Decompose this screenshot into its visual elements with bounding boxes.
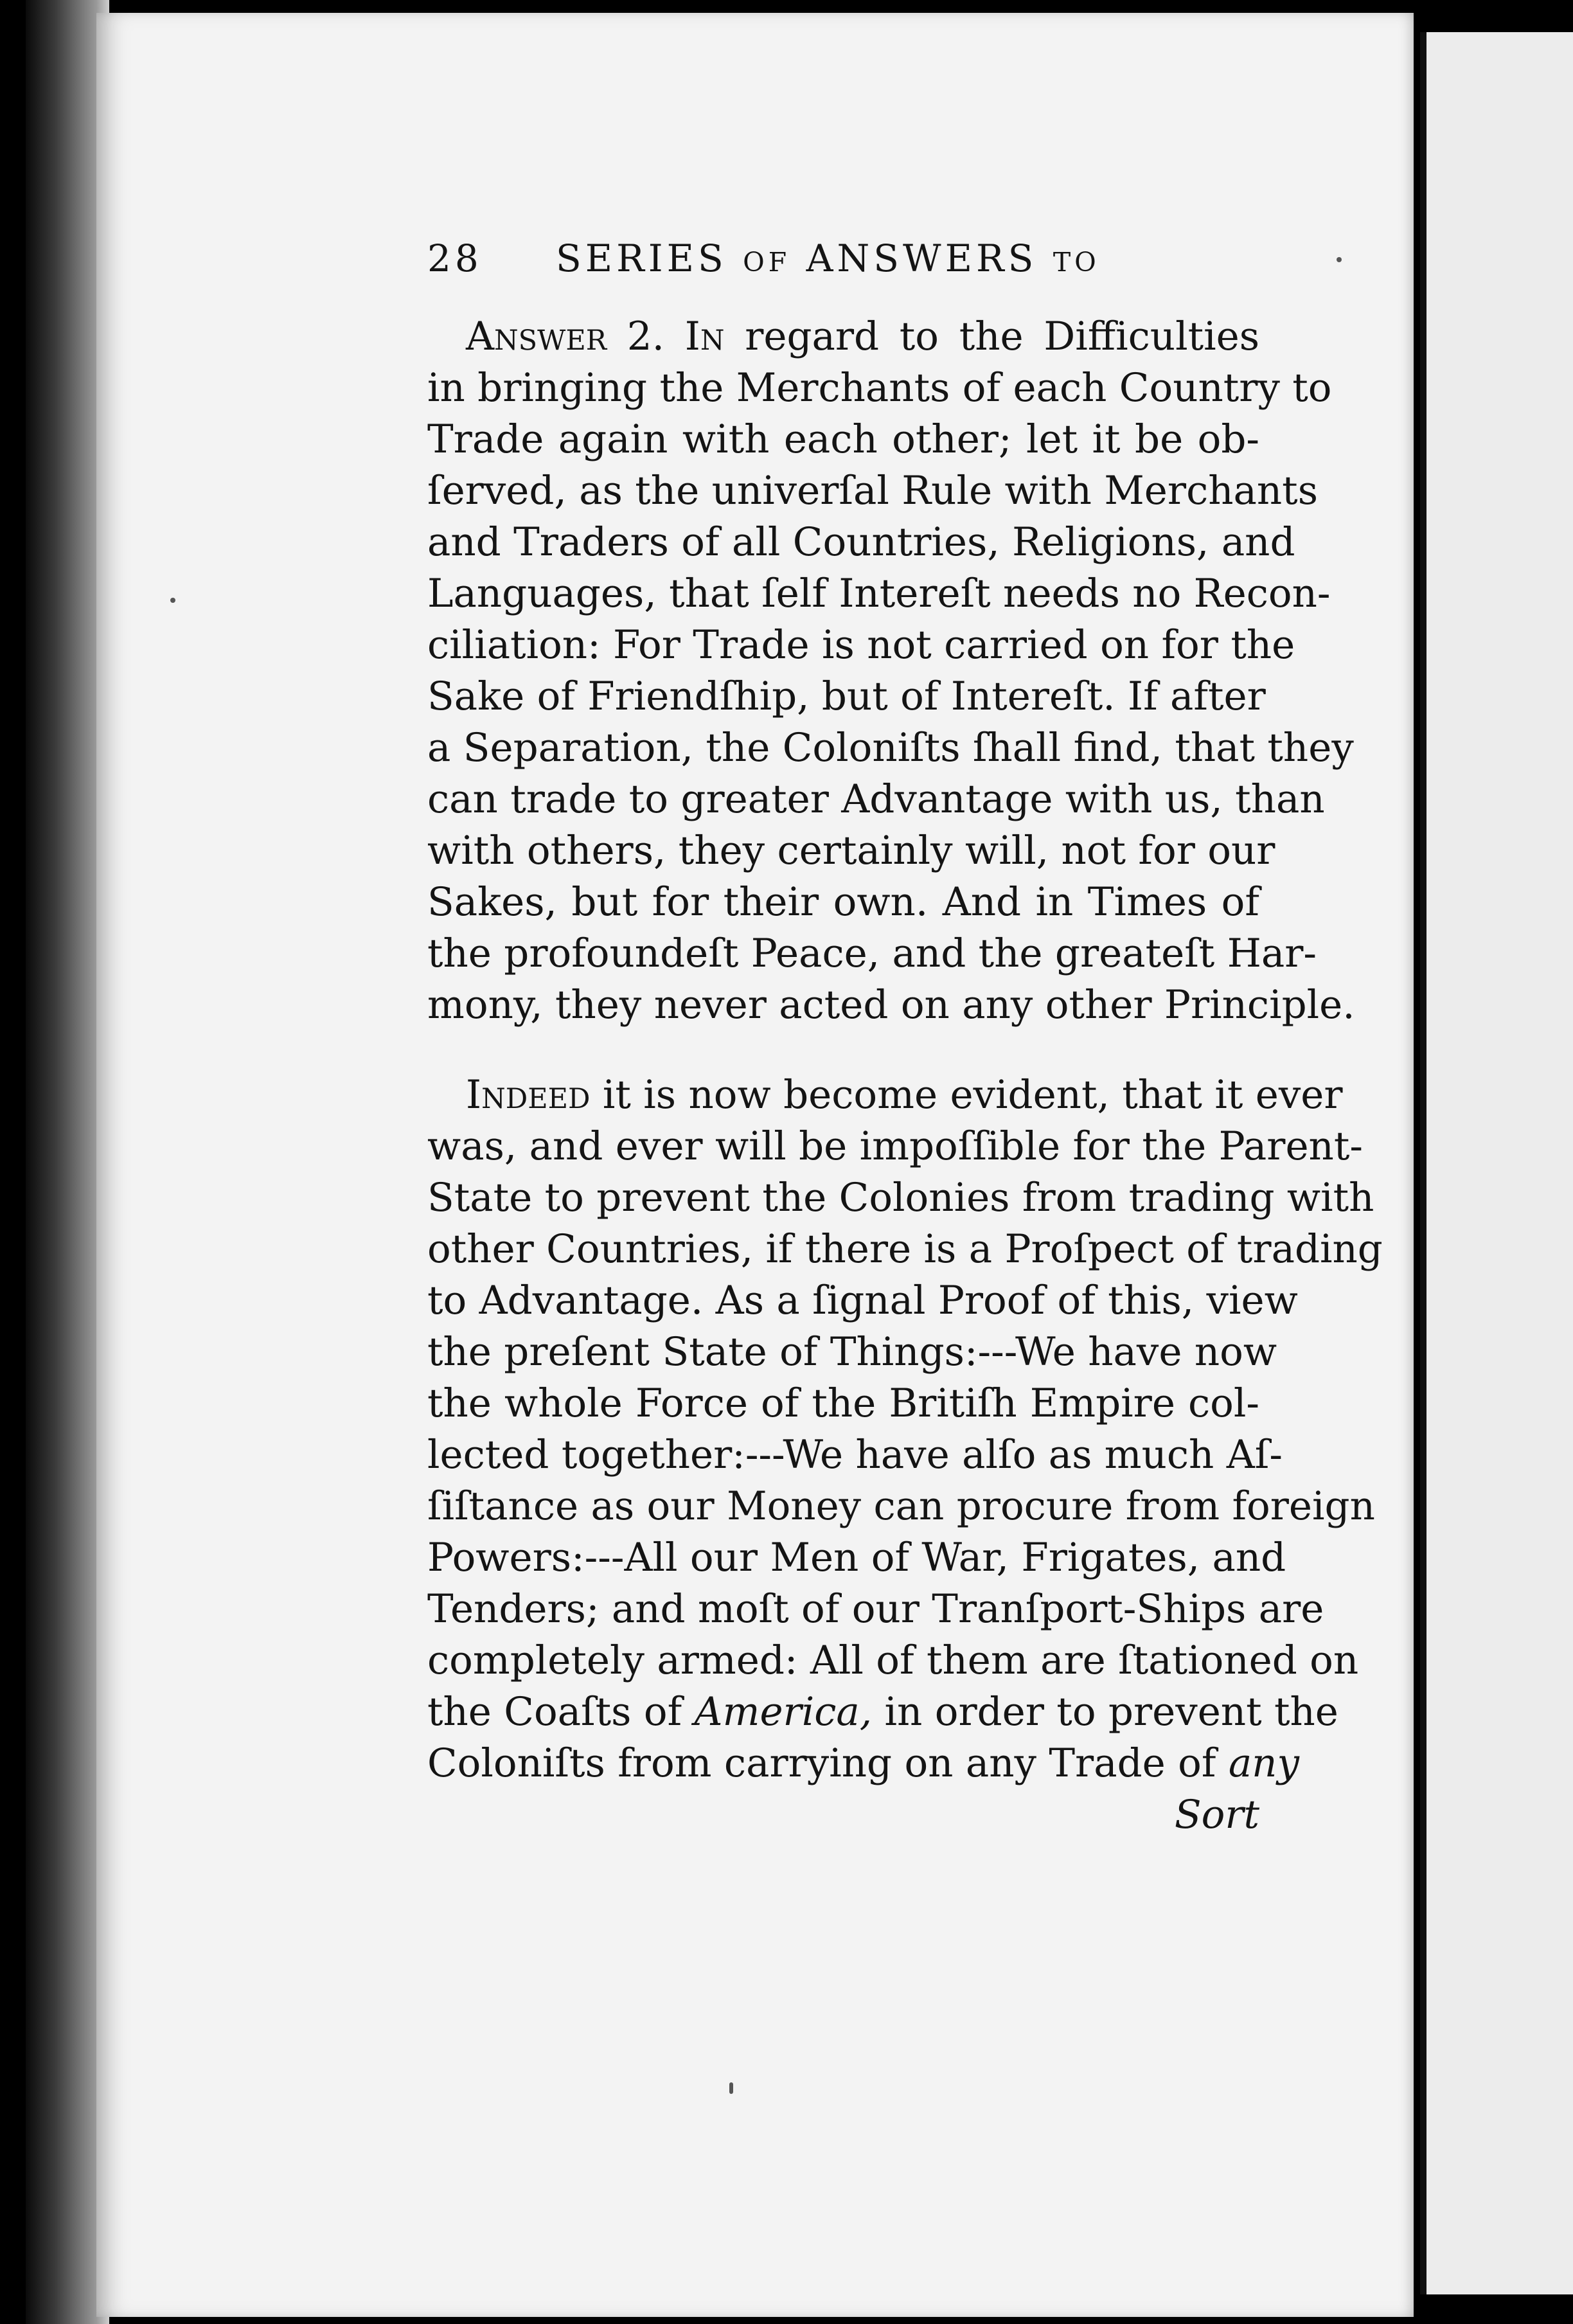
answer-label: Answer 2. [466,314,665,359]
paragraph-line: ſerved, as the univerſal Rule with Merchants [427,468,1318,514]
paragraph-line: a Separation, the Coloniſts ſhall find, that they [427,725,1354,771]
paragraph-line: lected together:---We have alſo as much Aſ- [427,1432,1283,1478]
paragraph-line: State to prevent the Colonies from trading with [427,1175,1374,1220]
paragraph-line: and Traders of all Countries, Religions, and [427,519,1295,565]
paragraph-line: Tenders; and moſt of our Tranſport-Ships are [427,1586,1324,1632]
paragraph-line: Powers:---All our Men of War, Frigates, and [427,1535,1286,1580]
paragraph-line: in bringing the Merchants of each Country to [427,365,1332,411]
running-head [427,237,1182,288]
paragraph-line: Languages, that ſelf Intereſt needs no Recon- [427,571,1331,616]
paper-speck [729,2082,733,2094]
paragraph-line: the profoundeſt Peace, and the greateſt Har- [427,931,1317,976]
line-text: it is now become evident, that it ever [602,1072,1343,1118]
line-text: Coloniſts from carrying on any Trade of [427,1740,1216,1786]
paragraph-line: with others, they certainly will, not for our [427,828,1275,873]
page-text [427,237,1383,1841]
line-text: regard to the Difficulties [745,314,1260,359]
paragraph-line [427,1686,1338,1738]
paragraph-line: can trade to greater Advantage with us, than [427,776,1325,822]
paragraph-lead-word: Indeed [466,1072,591,1118]
paragraph-indeed [427,1069,1383,1841]
line-text: the Coaſts of [427,1689,682,1735]
paragraph-line: Trade again with each other; let it be ob- [427,416,1259,462]
paragraph-line [427,1069,1343,1121]
running-head-title: SERIES of ANSWERS to [556,237,1100,280]
paragraph-line: to Advantage. As a ſignal Proof of this, view [427,1278,1298,1323]
paragraph-line: the preſent State of Things:---We have now [427,1329,1277,1375]
paper-speck [1337,257,1342,262]
paragraph-line [427,1738,1299,1789]
catchword: Sort [1174,1792,1259,1837]
paragraph-line: ſiſtance as our Money can procure from foreign [427,1483,1375,1529]
paragraph-line: Sake of Friendſhip, but of Intereſt. If after [427,674,1266,719]
paragraph-lead-word: In [684,314,725,359]
italic-word: America, [694,1689,873,1735]
page-number: 28 [427,237,483,280]
paragraph-line: other Countries, if there is a Proſpect of trading [427,1226,1383,1272]
paragraph-line: the whole Force of the Britiſh Empire col- [427,1381,1259,1426]
paragraph-line: completely armed: All of them are ſtationed on [427,1638,1359,1683]
italic-word: any [1228,1740,1299,1786]
paragraph-line: Sakes, but for their own. And in Times of [427,879,1259,925]
line-text: in order to prevent the [884,1689,1338,1735]
paragraph-line: was, and ever will be impoſſible for the Parent- [427,1123,1363,1169]
paragraph-gap [427,1031,1263,1069]
paragraph-answer-2 [427,311,1355,1031]
paragraph-line [427,311,1259,362]
paper-speck [170,598,175,603]
paragraph-line: mony, they never acted on any other Principle. [427,982,1355,1028]
facing-page-edge [1420,32,1573,2294]
paragraph-line: ciliation: For Trade is not carried on for the [427,622,1295,668]
